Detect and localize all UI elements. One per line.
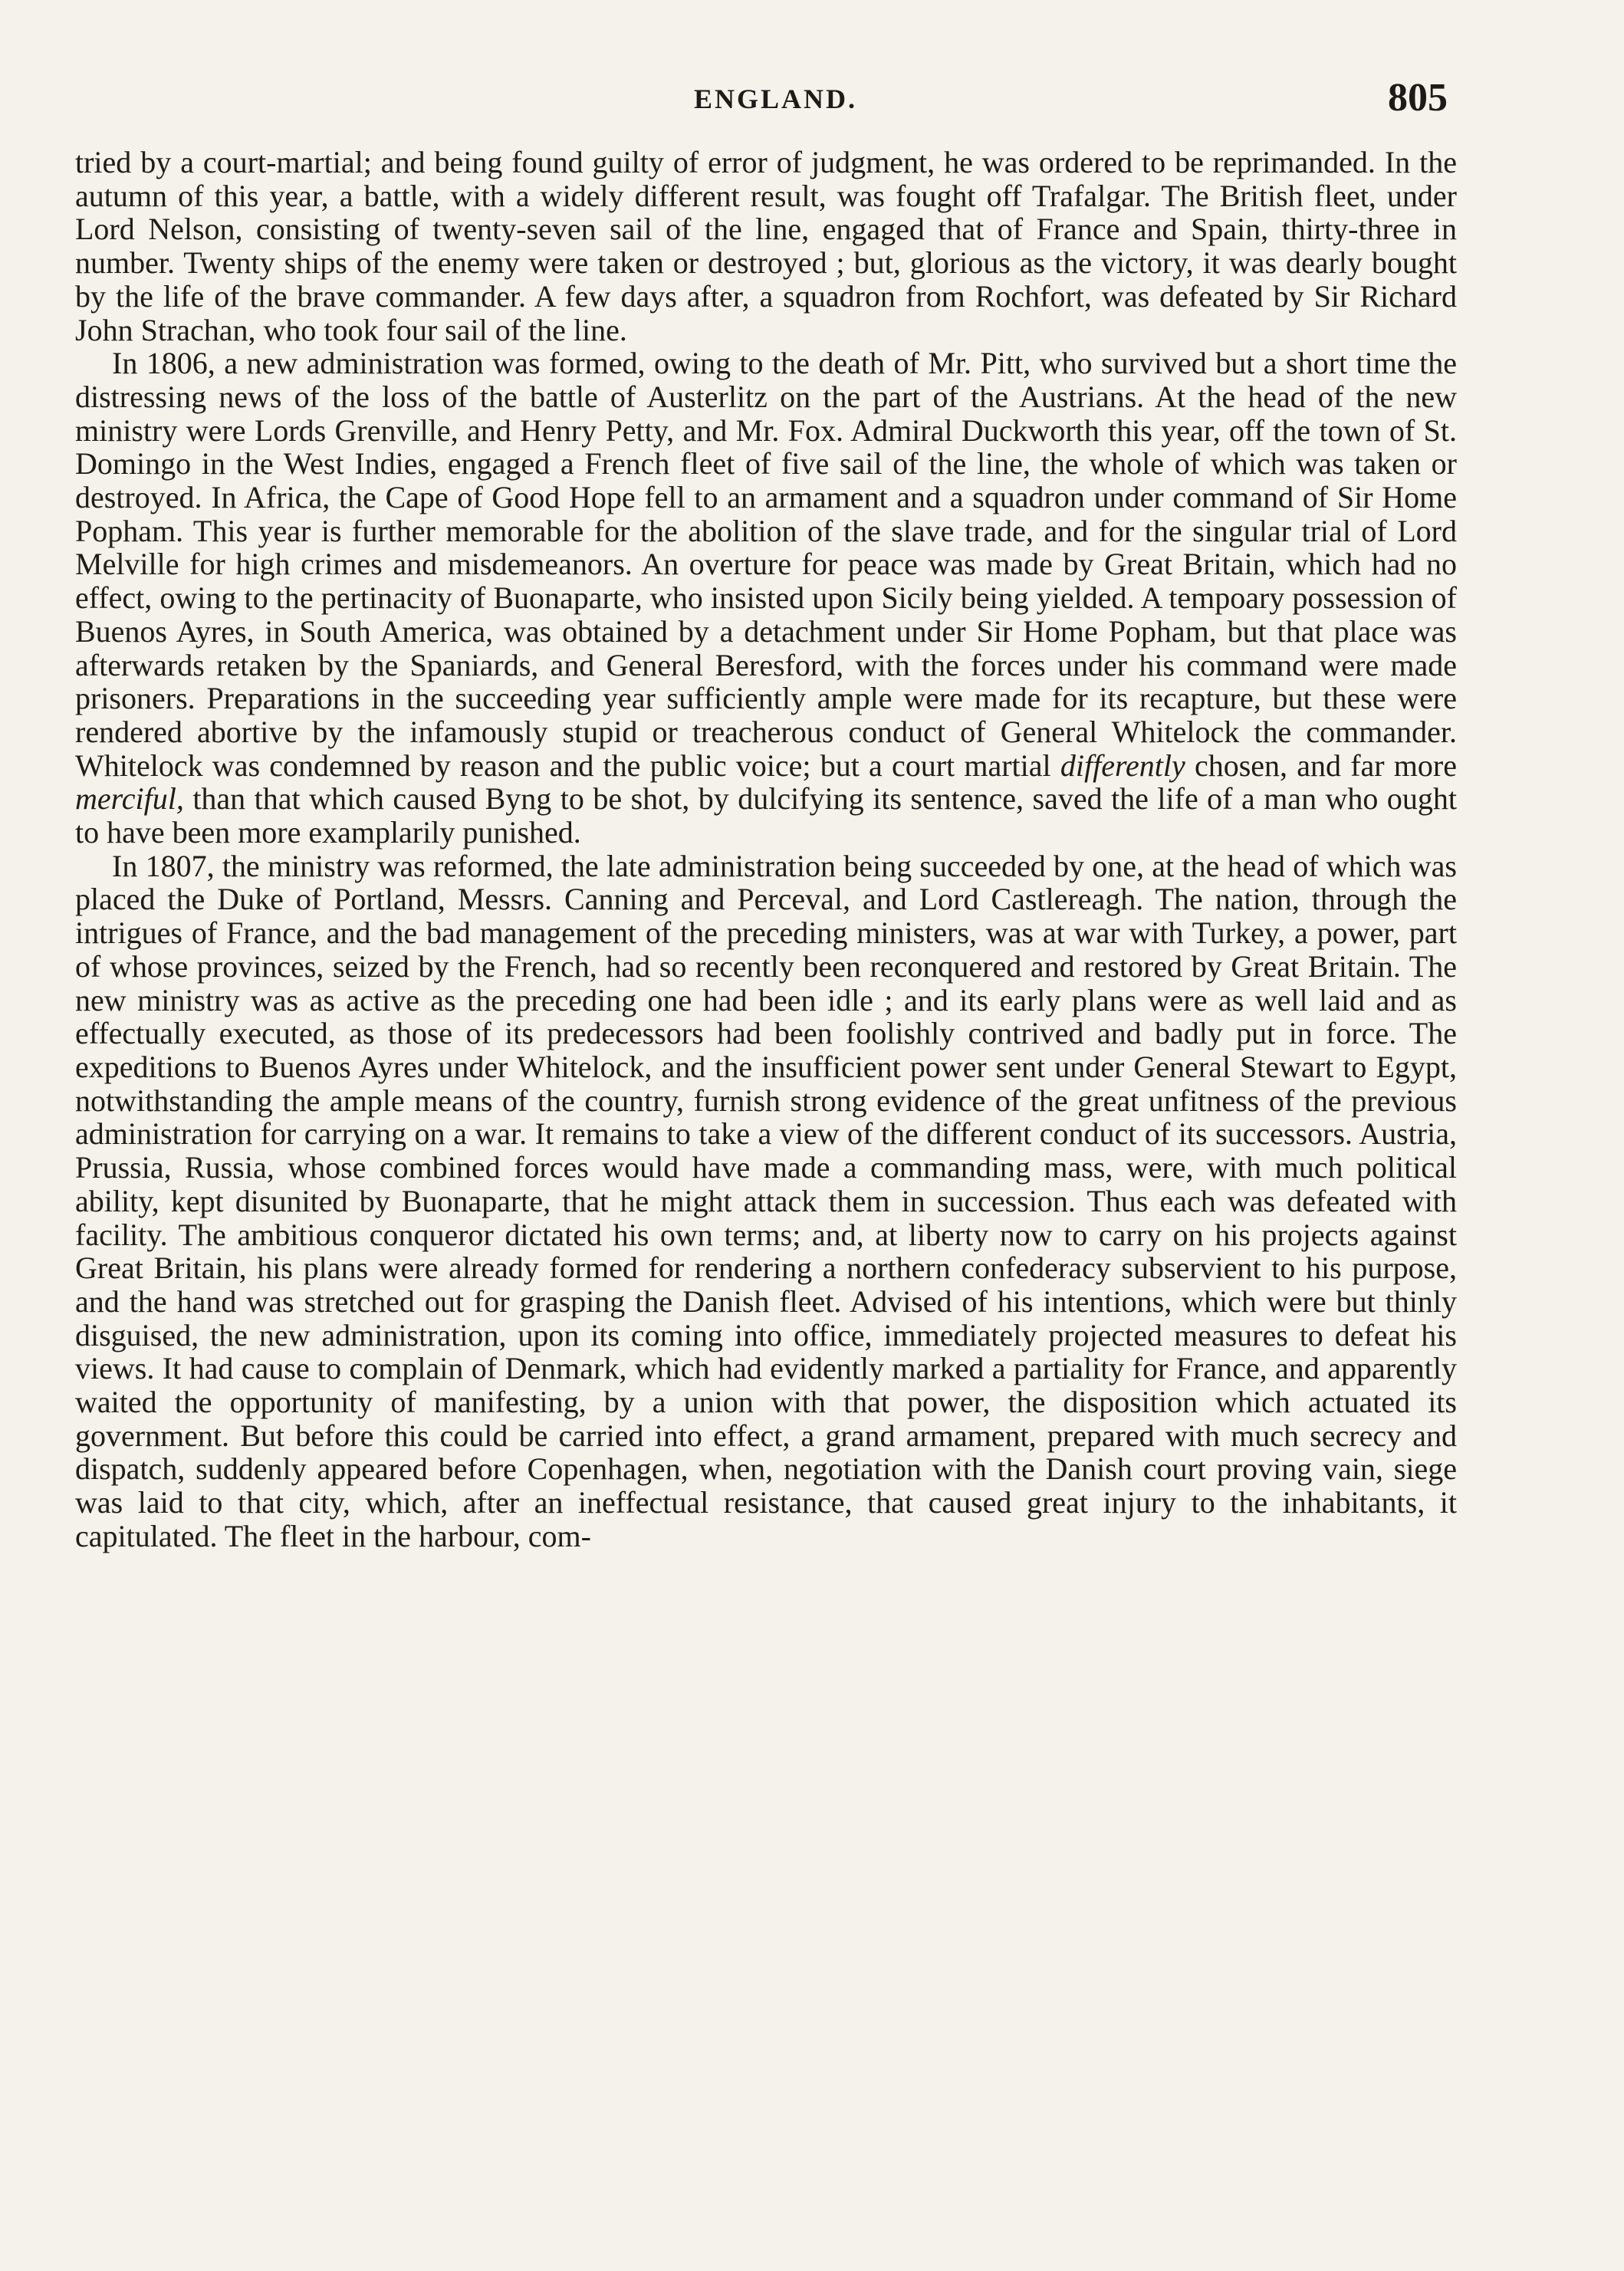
paragraph-1: tried by a court-martial; and being found guilty of error of judgment, he was ordered to be reprimanded. In the autumn of this year, a battle, with a widely different result, was fought off Trafalgar. The British fleet, under Lord Nelson, consisting of twenty-seven sail of the line, engaged that of France and Spain, thirty-three in number. Twenty ships of the enemy were taken or destroyed ; but, glorious as the victory, it was dearly bought by the life of the brave commander. A few days after, a squadron from Rochfort, was defeated by Sir Richard John Strachan, who took four sail of the line. xyxy=(75,145,1457,347)
italic-merciful: merciful, xyxy=(75,781,184,817)
body-text xyxy=(75,146,1457,1553)
paragraph-2 xyxy=(75,347,1457,850)
paragraph-2-text-c: than that which caused Byng to be shot, by dulcifying its sentence, saved the life of a man who ought to have been more examplarily punished. xyxy=(75,781,1458,850)
page-header xyxy=(0,76,1624,129)
paragraph-2-text-a: In 1806, a new administration was formed, owing to the death of Mr. Pitt, who survived but a short time the distressing news of the loss of the battle of Austerlitz on the part of the Austrians. At the head of the new ministry were Lords Grenville, and Henry Petty, and Mr. Fox. Admiral Duckworth this year, off the town of St. Domingo in the West Indies, engaged a French fleet of five sail of the line, the whole of which was taken or destroyed. In Africa, the Cape of Good Hope fell to an armament and a squadron under command of Sir Home Popham. This year is further memorable for the abolition of the slave trade, and for the singular trial of Lord Melville for high crimes and misdemeanors. An overture for peace was made by Great Britain, which had no effect, owing to the pertinacity of Buonaparte, who insisted upon Sicily being yielded. A tempoary possession of Buenos Ayres, in South America, was obtained by a detachment under Sir Home Popham, but that place was afterwards retaken by the Spaniards, and General Beresford, with the forces under his command were made prisoners. Preparations in the succeeding year sufficiently ample were made for its recapture, but these were rendered abortive by the infamously stupid or treacherous conduct of General Whitelock the commander. Whitelock was condemned by reason and the public voice; but a court martial xyxy=(75,346,1457,783)
running-head: ENGLAND. xyxy=(694,84,858,114)
italic-differently: differently xyxy=(1060,748,1185,783)
paragraph-3: In 1807, the ministry was reformed, the late administration being succeeded by one, at the head of which was placed the Duke of Portland, Messrs. Canning and Perceval, and Lord Castlereagh. The nation, through the intrigues of France, and the bad management of the preceding ministers, was at war with Turkey, a power, part of whose provinces, seized by the French, had so recently been reconquered and restored by Great Britain. The new ministry was as active as the preceding one had been idle ; and its early plans were as well laid and as effectually executed, as those of its predecessors had been foolishly contrived and badly put in force. The expeditions to Buenos Ayres under Whitelock, and the insufficient power sent under General Stewart to Egypt, notwithstanding the ample means of the country, furnish strong evidence of the great unfitness of the previous administration for carrying on a war. It remains to take a view of the different conduct of its successors. Austria, Prussia, Russia, whose combined forces would have made a commanding mass, were, with much political ability, kept disunited by Buonaparte, that he might attack them in succession. Thus each was defeated with facility. The ambitious conqueror dictated his own terms; and, at liberty now to carry on his projects against Great Britain, his plans were already formed for rendering a northern confederacy subservient to his purpose, and the hand was stretched out for grasping the Danish fleet. Advised of his intentions, which were but thinly disguised, the new administration, upon its coming into office, immediately projected measures to defeat his views. It had cause to complain of Denmark, which had evidently marked a partiality for France, and apparently waited the opportunity of manifesting, by a union with that power, the disposition which actuated its government. But before this could be carried into effect, a grand armament, prepared with much secrecy and dispatch, suddenly appeared before Copenhagen, when, negotiation with the Danish court proving vain, siege was laid to that city, which, after an ineffectual resistance, that caused great injury to the inhabitants, it capitulated. The fleet in the harbour, com- xyxy=(75,848,1457,1553)
page-number: 805 xyxy=(1388,76,1448,120)
paragraph-2-text-b: chosen, and far more xyxy=(1194,748,1457,783)
